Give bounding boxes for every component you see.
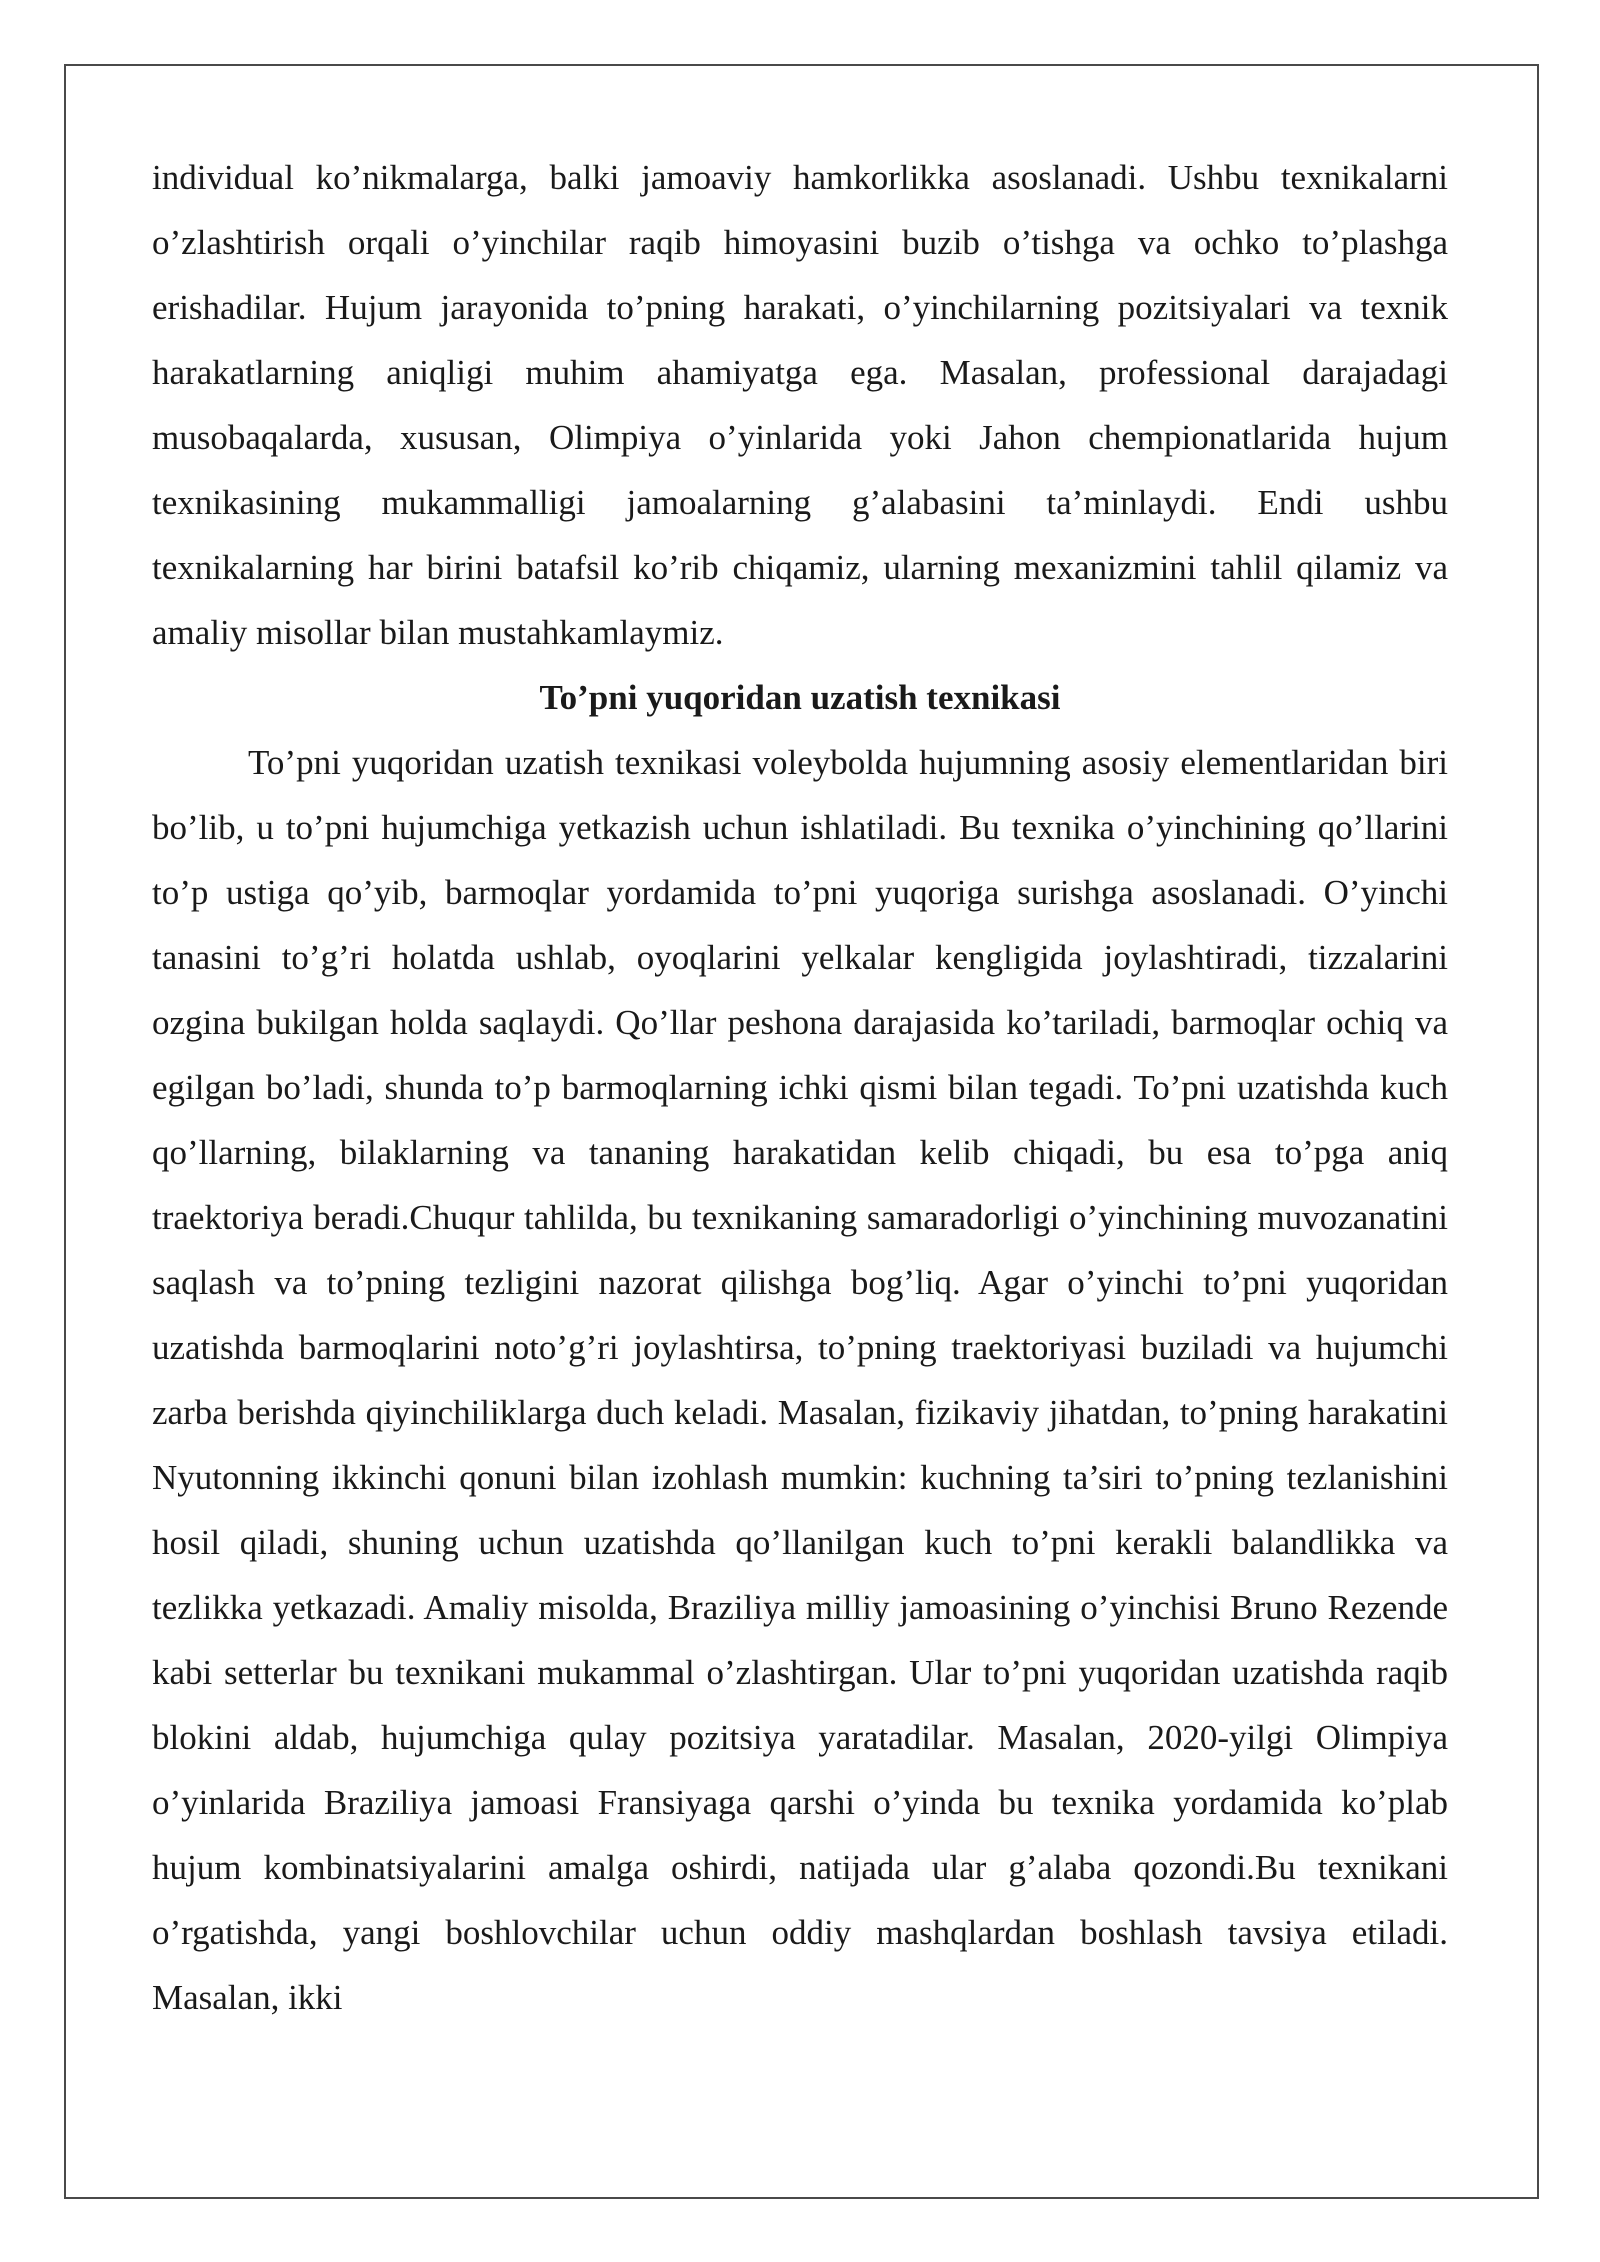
document-body <box>152 145 1448 2030</box>
section-heading: To’pni yuqoridan uzatish texnikasi <box>539 678 1061 717</box>
paragraph-overhead-pass: To’pni yuqoridan uzatish texnikasi voleybolda hujumning asosiy elementlaridan biri bo’lib, u to’pni hujumchiga yetkazish uchun ishlatiladi. Bu texnika o’yinchining qo’llarini to’p ustiga qo’yib, barmoqlar yordamida to’pni yuqoriga surishga asoslanadi. O’yinchi tanasini to’g’ri holatda ushlab, oyoqlarini yelkalar kengligida joylashtiradi, tizzalarini ozgina bukilgan holda saqlaydi. Qo’llar peshona darajasida ko’tariladi, barmoqlar ochiq va egilgan bo’ladi, shunda to’p barmoqlarning ichki qismi bilan tegadi. To’pni uzatishda kuch qo’llarning, bilaklarning va tananing harakatidan kelib chiqadi, bu esa to’pga aniq traektoriya beradi.Chuqur tahlilda, bu texnikaning samaradorligi o’yinchining muvozanatini saqlash va to’pning tezligini nazorat qilishga bog’liq. Agar o’yinchi to’pni yuqoridan uzatishda barmoqlarini noto’g’ri joylashtirsa, to’pning traektoriyasi buziladi va hujumchi zarba berishda qiyinchiliklarga duch keladi. Masalan, fizikaviy jihatdan, to’pning harakatini Nyutonning ikkinchi qonuni bilan izohlash mumkin: kuchning ta’siri to’pning tezlanishini hosil qiladi, shuning uchun uzatishda qo’llanilgan kuch to’pni kerakli balandlikka va tezlikka yetkazadi. Amaliy misolda, Braziliya milliy jamoasining o’yinchisi Bruno Rezende kabi setterlar bu texnikani mukammal o’zlashtirgan. Ular to’pni yuqoridan uzatishda raqib blokini aldab, hujumchiga qulay pozitsiya yaratadilar. Masalan, 2020-yilgi Olimpiya o’yinlarida Braziliya jamoasi Fransiyaga qarshi o’yinda bu texnika yordamida ko’plab hujum kombinatsiyalarini amalga oshirdi, natijada ular g’alaba qozondi.Bu texnikani o’rgatishda, yangi boshlovchilar uchun oddiy mashqlardan boshlash tavsiya etiladi. Masalan, ikki <box>152 743 1448 2017</box>
paragraph-continued: individual ko’nikmalarga, balki jamoaviy hamkorlikka asoslanadi. Ushbu texnikalarni o’zlashtirish orqali o’yinchilar raqib himoyasini buzib o’tishga va ochko to’plashga erishadilar. Hujum jarayonida to’pning harakati, o’yinchilarning pozitsiyalari va texnik harakatlarning aniqligi muhim ahamiyatga ega. Masalan, professional darajadagi musobaqalarda, xususan, Olimpiya o’yinlarida yoki Jahon chempionatlarida hujum texnikasining mukammalligi jamoalarning g’alabasini ta’minlaydi. Endi ushbu texnikalarning har birini batafsil ko’rib chiqamiz, ularning mexanizmini tahlil qilamiz va amaliy misollar bilan mustahkamlaymiz. <box>152 158 1448 652</box>
